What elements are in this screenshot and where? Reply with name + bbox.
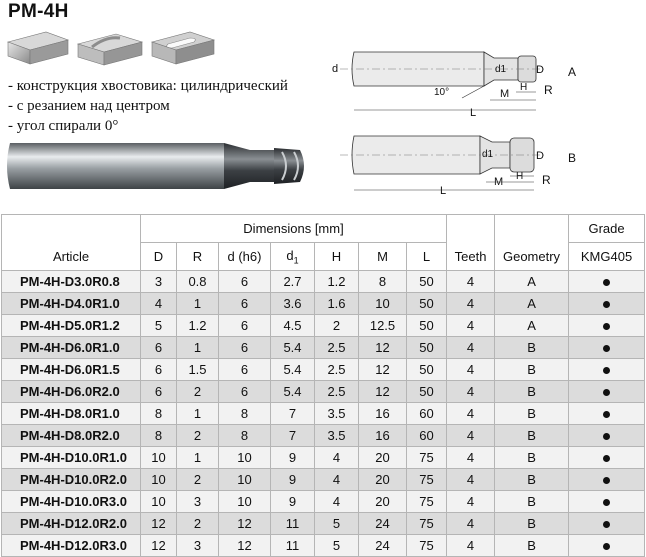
feature-helix-angle: - угол спирали 0° <box>8 118 119 134</box>
cell-r: 2 <box>177 425 219 447</box>
cell-d: 6 <box>219 293 271 315</box>
cell-grade-available <box>569 469 645 491</box>
cell-m: 24 <box>359 535 407 557</box>
table-row <box>2 359 645 381</box>
dim-H-label: H <box>516 171 524 182</box>
col-d-h6: d (h6) <box>219 243 271 271</box>
cell-d: 10 <box>219 469 271 491</box>
cell-l: 50 <box>407 271 447 293</box>
table-row <box>2 271 645 293</box>
cell-l: 50 <box>407 293 447 315</box>
cell-teeth: 4 <box>447 315 495 337</box>
dim-H-label: H <box>520 82 528 93</box>
col-R: R <box>177 243 219 271</box>
col-L: L <box>407 243 447 271</box>
col-grade-kmg405: KMG405 <box>569 243 645 271</box>
cell-d: 5 <box>141 315 177 337</box>
dim-R-label: R <box>544 83 553 97</box>
cell-h: 2.5 <box>315 337 359 359</box>
spec-table <box>1 214 645 557</box>
cell-d: 12 <box>141 513 177 535</box>
cell-m: 16 <box>359 403 407 425</box>
cell-d: 8 <box>141 403 177 425</box>
cell-teeth: 4 <box>447 425 495 447</box>
geometry-b-drawing <box>330 128 580 200</box>
cell-d: 8 <box>219 425 271 447</box>
cell-teeth: 4 <box>447 359 495 381</box>
cell-geometry: B <box>495 491 569 513</box>
dim-L-label: L <box>470 107 477 119</box>
cell-d: 6 <box>141 337 177 359</box>
cell-m: 8 <box>359 271 407 293</box>
cell-d: 10 <box>141 469 177 491</box>
dim-D-label: D <box>536 150 544 162</box>
table-row <box>2 513 645 535</box>
cell-geometry: B <box>495 469 569 491</box>
cell-l: 50 <box>407 359 447 381</box>
cell-d: 8 <box>141 425 177 447</box>
available-dot-icon <box>603 477 610 484</box>
geometry-a-drawing <box>330 42 580 120</box>
table-row <box>2 535 645 557</box>
cell-m: 10 <box>359 293 407 315</box>
table-row <box>2 491 645 513</box>
col-H: H <box>315 243 359 271</box>
col-D: D <box>141 243 177 271</box>
shoulder-milling-icon <box>6 28 70 68</box>
cell-r: 1 <box>177 337 219 359</box>
cell-r: 3 <box>177 535 219 557</box>
cell-l: 50 <box>407 337 447 359</box>
cell-geometry: B <box>495 447 569 469</box>
cell-d1: 4.5 <box>271 315 315 337</box>
dim-D-label: D <box>536 64 544 76</box>
cell-d1: 9 <box>271 469 315 491</box>
cell-grade-available <box>569 271 645 293</box>
cell-article: PM-4H-D6.0R1.0 <box>2 337 141 359</box>
cell-d: 6 <box>141 359 177 381</box>
cell-m: 12 <box>359 337 407 359</box>
feature-center-cutting: - с резанием над центром <box>8 98 170 114</box>
cell-r: 1 <box>177 447 219 469</box>
cell-d: 6 <box>219 337 271 359</box>
cell-d: 6 <box>219 381 271 403</box>
cell-grade-available <box>569 381 645 403</box>
cell-teeth: 4 <box>447 271 495 293</box>
tool-photo <box>4 138 326 196</box>
cell-r: 2 <box>177 381 219 403</box>
radius-groove-icon <box>76 28 146 68</box>
cell-d: 10 <box>219 447 271 469</box>
cell-article: PM-4H-D12.0R3.0 <box>2 535 141 557</box>
cell-m: 20 <box>359 491 407 513</box>
cell-l: 50 <box>407 315 447 337</box>
cell-d: 6 <box>219 271 271 293</box>
cell-m: 20 <box>359 447 407 469</box>
cell-d: 12 <box>141 535 177 557</box>
cell-h: 5 <box>315 513 359 535</box>
cell-l: 60 <box>407 403 447 425</box>
cell-l: 60 <box>407 425 447 447</box>
table-row <box>2 403 645 425</box>
cell-l: 75 <box>407 469 447 491</box>
table-row <box>2 469 645 491</box>
cell-m: 16 <box>359 425 407 447</box>
dim-d-label: d <box>332 63 339 75</box>
cell-r: 2 <box>177 513 219 535</box>
cell-h: 2.5 <box>315 359 359 381</box>
pocket-milling-icon <box>150 28 216 68</box>
col-grade: Grade <box>569 215 645 243</box>
col-article: Article <box>2 215 141 271</box>
cell-r: 1.5 <box>177 359 219 381</box>
cell-r: 1 <box>177 293 219 315</box>
cell-h: 3.5 <box>315 403 359 425</box>
cell-geometry: B <box>495 535 569 557</box>
available-dot-icon <box>603 279 610 286</box>
cell-grade-available <box>569 337 645 359</box>
cell-m: 20 <box>359 469 407 491</box>
cell-geometry: B <box>495 403 569 425</box>
cell-d: 8 <box>219 403 271 425</box>
cell-d1: 11 <box>271 513 315 535</box>
cell-d1: 9 <box>271 491 315 513</box>
cell-article: PM-4H-D6.0R1.5 <box>2 359 141 381</box>
cell-r: 3 <box>177 491 219 513</box>
available-dot-icon <box>603 433 610 440</box>
cell-grade-available <box>569 315 645 337</box>
dim-M-label: M <box>494 176 504 188</box>
col-M: M <box>359 243 407 271</box>
cell-d: 6 <box>219 359 271 381</box>
cell-grade-available <box>569 535 645 557</box>
cell-article: PM-4H-D12.0R2.0 <box>2 513 141 535</box>
cell-d: 3 <box>141 271 177 293</box>
table-row <box>2 293 645 315</box>
table-row <box>2 315 645 337</box>
cell-teeth: 4 <box>447 469 495 491</box>
cell-h: 1.6 <box>315 293 359 315</box>
col-d1: $d_1$ <box>271 243 315 271</box>
cell-r: 1.2 <box>177 315 219 337</box>
geometry-b-label: B <box>568 151 577 165</box>
cell-grade-available <box>569 491 645 513</box>
cell-d1: 2.7 <box>271 271 315 293</box>
table-row <box>2 337 645 359</box>
cell-grade-available <box>569 447 645 469</box>
cell-article: PM-4H-D10.0R2.0 <box>2 469 141 491</box>
available-dot-icon <box>603 367 610 374</box>
cell-d1: 5.4 <box>271 381 315 403</box>
available-dot-icon <box>603 411 610 418</box>
available-dot-icon <box>603 345 610 352</box>
cell-teeth: 4 <box>447 337 495 359</box>
table-row <box>2 447 645 469</box>
cell-geometry: B <box>495 425 569 447</box>
cell-article: PM-4H-D6.0R2.0 <box>2 381 141 403</box>
col-geometry: Geometry <box>495 215 569 271</box>
cell-h: 5 <box>315 535 359 557</box>
feature-shank: - конструкция хвостовика: цилиндрический <box>8 78 288 94</box>
cell-h: 4 <box>315 491 359 513</box>
cell-h: 4 <box>315 447 359 469</box>
cell-grade-available <box>569 403 645 425</box>
cell-d1: 11 <box>271 535 315 557</box>
cell-h: 1.2 <box>315 271 359 293</box>
cell-d: 12 <box>219 535 271 557</box>
cell-article: PM-4H-D4.0R1.0 <box>2 293 141 315</box>
cell-geometry: A <box>495 315 569 337</box>
cell-l: 75 <box>407 447 447 469</box>
cell-m: 12.5 <box>359 315 407 337</box>
available-dot-icon <box>603 301 610 308</box>
cell-r: 1 <box>177 403 219 425</box>
cell-teeth: 4 <box>447 535 495 557</box>
table-row <box>2 381 645 403</box>
cell-m: 12 <box>359 381 407 403</box>
table-row <box>2 425 645 447</box>
cell-d1: 7 <box>271 403 315 425</box>
cell-d: 10 <box>141 491 177 513</box>
feature-list <box>8 76 288 136</box>
geometry-a-label: A <box>568 65 577 79</box>
cell-d1: 5.4 <box>271 359 315 381</box>
cell-l: 75 <box>407 513 447 535</box>
cell-l: 50 <box>407 381 447 403</box>
col-teeth: Teeth <box>447 215 495 271</box>
cell-teeth: 4 <box>447 403 495 425</box>
cell-grade-available <box>569 513 645 535</box>
page-title: PM-4H <box>8 1 69 22</box>
cell-h: 2 <box>315 315 359 337</box>
cell-l: 75 <box>407 535 447 557</box>
cell-article: PM-4H-D8.0R2.0 <box>2 425 141 447</box>
cell-d1: 7 <box>271 425 315 447</box>
cell-grade-available <box>569 425 645 447</box>
cell-d: 6 <box>219 315 271 337</box>
cell-geometry: A <box>495 271 569 293</box>
cell-teeth: 4 <box>447 491 495 513</box>
cell-r: 0.8 <box>177 271 219 293</box>
cell-d: 10 <box>219 491 271 513</box>
cell-r: 2 <box>177 469 219 491</box>
cell-h: 2.5 <box>315 381 359 403</box>
cell-m: 24 <box>359 513 407 535</box>
cell-teeth: 4 <box>447 513 495 535</box>
available-dot-icon <box>603 521 610 528</box>
available-dot-icon <box>603 499 610 506</box>
dim-M-label: M <box>500 88 510 100</box>
cell-d1: 3.6 <box>271 293 315 315</box>
dim-R-label: R <box>542 173 551 187</box>
cell-geometry: B <box>495 337 569 359</box>
cell-h: 4 <box>315 469 359 491</box>
cell-article: PM-4H-D8.0R1.0 <box>2 403 141 425</box>
cell-h: 3.5 <box>315 425 359 447</box>
cell-geometry: B <box>495 513 569 535</box>
cell-d: 12 <box>219 513 271 535</box>
cell-d1: 5.4 <box>271 337 315 359</box>
cell-article: PM-4H-D10.0R1.0 <box>2 447 141 469</box>
cell-article: PM-4H-D3.0R0.8 <box>2 271 141 293</box>
dim-angle-label: 10° <box>434 87 450 98</box>
col-dimensions: Dimensions [mm] <box>141 215 447 243</box>
cell-teeth: 4 <box>447 381 495 403</box>
available-dot-icon <box>603 323 610 330</box>
cell-d: 6 <box>141 381 177 403</box>
dim-L-label: L <box>440 185 447 197</box>
cell-article: PM-4H-D10.0R3.0 <box>2 491 141 513</box>
cell-article: PM-4H-D5.0R1.2 <box>2 315 141 337</box>
cell-geometry: B <box>495 359 569 381</box>
cell-d: 10 <box>141 447 177 469</box>
cell-d1: 9 <box>271 447 315 469</box>
available-dot-icon <box>603 389 610 396</box>
cell-geometry: A <box>495 293 569 315</box>
cell-teeth: 4 <box>447 447 495 469</box>
cell-grade-available <box>569 359 645 381</box>
cell-l: 75 <box>407 491 447 513</box>
dim-d1-label: d1 <box>495 64 507 75</box>
cell-geometry: B <box>495 381 569 403</box>
cell-teeth: 4 <box>447 293 495 315</box>
cell-grade-available <box>569 293 645 315</box>
dim-d1-label: d1 <box>482 149 494 160</box>
cell-d: 4 <box>141 293 177 315</box>
available-dot-icon <box>603 455 610 462</box>
available-dot-icon <box>603 543 610 550</box>
cell-m: 12 <box>359 359 407 381</box>
